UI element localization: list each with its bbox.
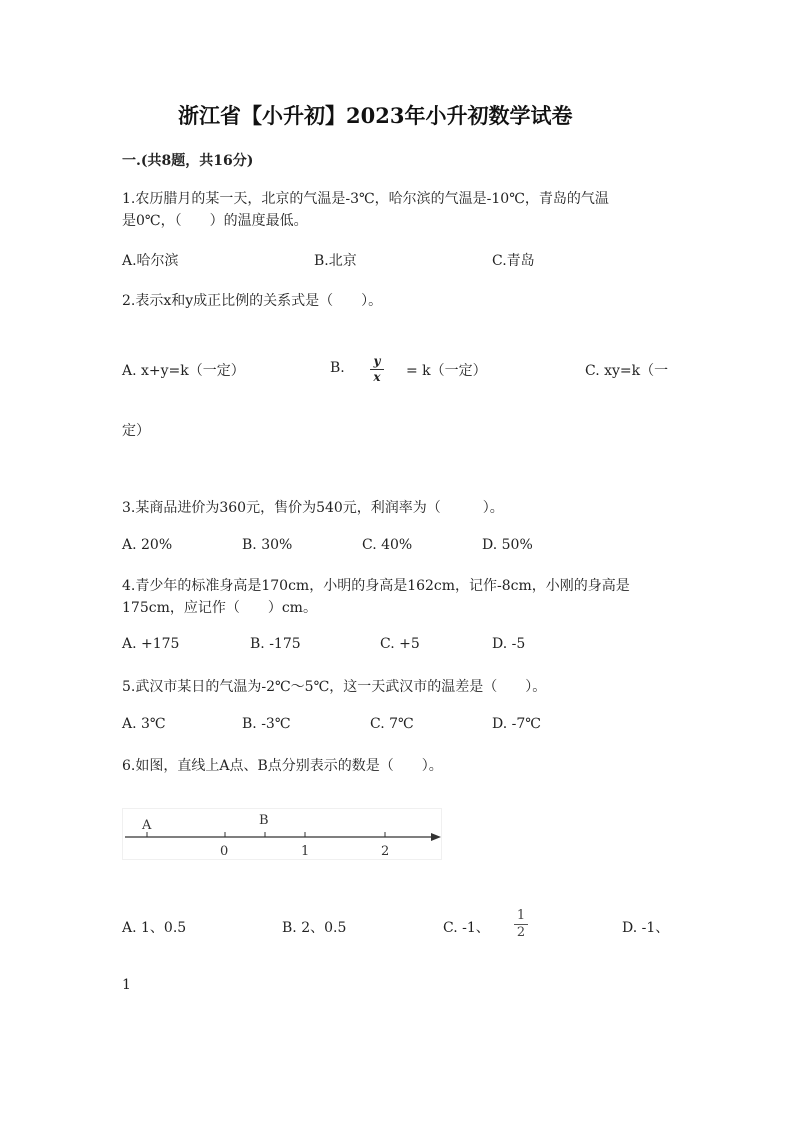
- question-4-line-1: 4.青少年的标准身高是170cm，小明的身高是162cm，记作-8cm，小刚的身高是: [122, 578, 630, 594]
- point-b-label: B: [259, 813, 269, 828]
- number-line-arrow: [431, 833, 441, 841]
- q2-option-a: A. x+y=k（一定）: [122, 363, 245, 379]
- q4-option-d: D. -5: [492, 636, 526, 652]
- q6-option-d-continued: 1: [122, 977, 131, 993]
- fraction-numerator: 1: [516, 908, 526, 923]
- point-a-label: A: [142, 818, 152, 833]
- q4-option-b: B. -175: [250, 636, 301, 652]
- q4-option-a: A. +175: [122, 636, 180, 652]
- q6-option-c-fraction: [514, 909, 528, 940]
- q2-option-b-rest: = k（一定）: [406, 363, 487, 379]
- tick-label-0: 0: [220, 844, 229, 859]
- q3-option-d: D. 50%: [482, 537, 533, 553]
- q2-option-b-fraction: [370, 355, 384, 384]
- fraction-denominator: 2: [516, 925, 526, 940]
- q6-option-c: C. -1、: [443, 920, 490, 936]
- q6-option-d: D. -1、: [622, 920, 670, 936]
- q6-option-a: A. 1、0.5: [122, 920, 187, 936]
- q5-option-c: C. 7℃: [370, 716, 414, 732]
- question-2: 2.表示x和y成正比例的关系式是（ ）。: [122, 293, 383, 309]
- question-4-line-2: 175cm，应记作（ ）cm。: [122, 600, 317, 616]
- q2-option-c: C. xy=k（一: [585, 363, 669, 379]
- q2-option-b-label: B.: [330, 360, 345, 376]
- question-1-line-2: 是0℃，（ ）的温度最低。: [122, 213, 308, 229]
- tick-label-1: 1: [301, 844, 310, 859]
- page-title: 浙江省【小升初】2023年小升初数学试卷: [178, 103, 573, 128]
- q1-option-a: A.哈尔滨: [122, 253, 179, 269]
- q1-option-c: C.青岛: [492, 253, 535, 269]
- fraction-numerator: y: [373, 354, 381, 368]
- number-line-svg: [123, 809, 441, 859]
- q2-option-c-continued: 定）: [122, 423, 150, 439]
- q3-option-b: B. 30%: [242, 537, 293, 553]
- q5-option-a: A. 3℃: [122, 716, 166, 732]
- fraction-denominator: x: [373, 370, 381, 384]
- tick-label-2: 2: [381, 844, 390, 859]
- q1-option-b: B.北京: [314, 253, 357, 269]
- question-5: 5.武汉市某日的气温为-2℃～5℃，这一天武汉市的温差是（ ）。: [122, 679, 547, 695]
- q5-option-d: D. -7℃: [492, 716, 541, 732]
- q6-option-b: B. 2、0.5: [282, 920, 347, 936]
- q3-option-a: A. 20%: [122, 537, 173, 553]
- question-1-line-1: 1.农历腊月的某一天，北京的气温是-3℃，哈尔滨的气温是-10℃，青岛的气温: [122, 191, 609, 207]
- q5-option-b: B. -3℃: [242, 716, 291, 732]
- number-line-figure: [122, 808, 442, 860]
- section-heading: 一.(共8题，共16分): [122, 153, 254, 169]
- question-6: 6.如图，直线上A点、B点分别表示的数是（ ）。: [122, 758, 443, 774]
- q3-option-c: C. 40%: [362, 537, 413, 553]
- q4-option-c: C. +5: [380, 636, 420, 652]
- question-3: 3.某商品进价为360元，售价为540元，利润率为（ ）。: [122, 500, 504, 516]
